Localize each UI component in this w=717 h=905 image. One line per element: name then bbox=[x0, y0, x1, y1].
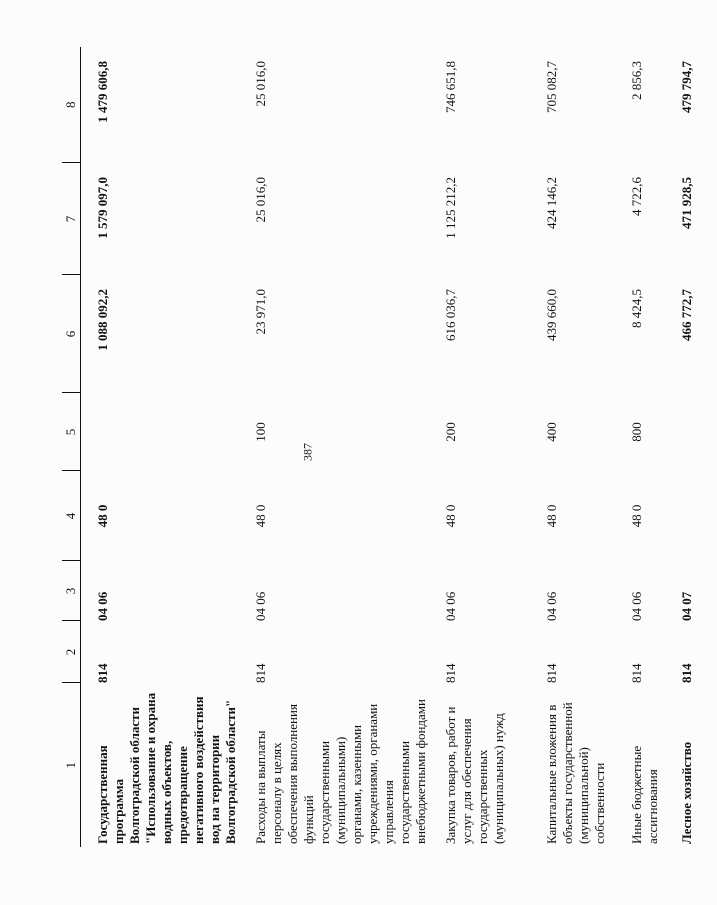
row-name: Государственная программа Волгоградской области "Использование и охрана водных объектов, предотвращение негативного воздействия вод на территории Волгоградской области" bbox=[95, 692, 238, 844]
table-row-forestry bbox=[665, 47, 717, 847]
row-target-code: 48 0 bbox=[253, 504, 268, 528]
row-value-col7: 1 579 097,0 bbox=[95, 177, 110, 239]
row-target-code: 48 0 bbox=[443, 504, 458, 528]
row-value-col7: 4 722,6 bbox=[629, 177, 644, 216]
row-target-code: 48 0 bbox=[95, 504, 110, 528]
row-value-col8: 1 479 606,8 bbox=[95, 61, 110, 123]
table-row-procurement bbox=[429, 47, 530, 847]
row-ministry-code: 814 bbox=[253, 663, 268, 683]
row-expense-type bbox=[665, 393, 717, 471]
row-value-col6: 8 424,5 bbox=[629, 289, 644, 328]
row-section-code: 04 06 bbox=[629, 591, 644, 621]
row-value-col7: 471 928,5 bbox=[679, 177, 694, 229]
row-ministry-code: 814 bbox=[629, 663, 644, 683]
row-value-col7: 25 016,0 bbox=[253, 177, 268, 223]
row-expense-type: 200 bbox=[443, 422, 458, 442]
row-value-col6: 1 088 092,2 bbox=[95, 289, 110, 351]
header-cell-4: 4 bbox=[62, 471, 81, 561]
row-name: Лесное хозяйство bbox=[679, 741, 694, 844]
row-section-code: 04 06 bbox=[95, 591, 110, 621]
header-cell-3: 3 bbox=[62, 561, 81, 621]
row-ministry-code: 814 bbox=[95, 663, 110, 683]
page-number: 387 bbox=[300, 443, 315, 461]
header-cell-1: 1 bbox=[62, 683, 81, 847]
rotated-table-container bbox=[62, 47, 694, 847]
header-cell-7: 7 bbox=[62, 163, 81, 275]
row-section-code: 04 06 bbox=[253, 591, 268, 621]
budget-table bbox=[62, 47, 717, 847]
row-section-code: 04 07 bbox=[679, 591, 694, 621]
header-cell-5: 5 bbox=[62, 393, 81, 471]
row-section-code: 04 06 bbox=[443, 591, 458, 621]
row-expense-type: 800 bbox=[629, 422, 644, 442]
row-name: Иные бюджетные ассигнования bbox=[629, 745, 660, 844]
row-expense-type: 100 bbox=[253, 422, 268, 442]
row-value-col8: 705 082,7 bbox=[544, 61, 559, 113]
row-expense-type: 400 bbox=[544, 422, 559, 442]
row-name: Капитальные вложения в объекты государственной (муниципальной) собственности bbox=[544, 702, 607, 844]
row-ministry-code: 814 bbox=[679, 663, 694, 683]
row-value-col7: 424 146,2 bbox=[544, 177, 559, 229]
row-target-code bbox=[665, 471, 717, 561]
row-value-col6: 616 036,7 bbox=[443, 289, 458, 341]
table-row-personnel bbox=[239, 47, 429, 847]
row-value-col8: 479 794,7 bbox=[679, 61, 694, 113]
row-value-col6: 466 772,7 bbox=[679, 289, 694, 341]
row-section-code: 04 06 bbox=[544, 591, 559, 621]
header-cell-6: 6 bbox=[62, 275, 81, 393]
row-ministry-code: 814 bbox=[443, 663, 458, 683]
header-cell-8: 8 bbox=[62, 47, 81, 163]
row-value-col6: 439 660,0 bbox=[544, 289, 559, 341]
table-row-other-allocations bbox=[615, 47, 665, 847]
row-name: Расходы на выплаты персоналу в целях обеспечения выполнения функций государственными (муниципальными) органами, казенными учреждениями, органами управления государственными внебюджетными фондами bbox=[253, 699, 428, 844]
table-row-program bbox=[81, 47, 240, 847]
row-target-code: 48 0 bbox=[544, 504, 559, 528]
row-value-col8: 746 651,8 bbox=[443, 61, 458, 113]
row-target-code: 48 0 bbox=[629, 504, 644, 528]
row-value-col8: 25 016,0 bbox=[253, 61, 268, 107]
header-row bbox=[62, 47, 81, 847]
header-cell-2: 2 bbox=[62, 621, 81, 683]
row-ministry-code: 814 bbox=[544, 663, 559, 683]
row-expense-type bbox=[81, 393, 240, 471]
row-value-col6: 23 971,0 bbox=[253, 289, 268, 335]
row-value-col8: 2 856,3 bbox=[629, 61, 644, 100]
row-value-col7: 1 125 212,2 bbox=[443, 177, 458, 239]
row-name: Закупка товаров, работ и услуг для обеспечения государственных (муниципальных) нужд bbox=[443, 706, 506, 844]
table-row-capital-investment bbox=[530, 47, 615, 847]
